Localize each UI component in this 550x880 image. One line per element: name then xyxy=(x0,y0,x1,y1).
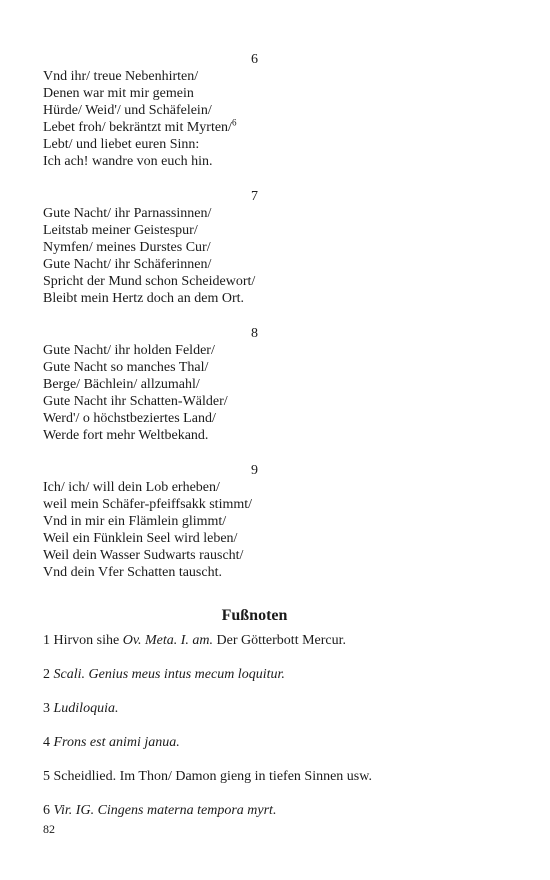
verse-text: Gute Nacht so manches Thal/ xyxy=(43,360,209,375)
footnotes-heading: Fußnoten xyxy=(221,607,288,624)
footnote-text: 3 xyxy=(43,701,54,716)
stanza xyxy=(43,188,473,307)
footnote-text: 5 Scheidlied. Im Thon/ Damon gieng in tiefen Sinnen usw. xyxy=(43,769,372,784)
verse-line xyxy=(43,68,473,85)
footnote-text: Der Götterbott Mercur. xyxy=(213,633,347,648)
verse-line xyxy=(43,410,473,427)
verse-line xyxy=(43,342,473,359)
verse-text: Weil dein Wasser Sudwarts rauscht/ xyxy=(43,548,244,563)
verse-line xyxy=(43,256,473,273)
stanza-number: 9 xyxy=(251,463,258,478)
verse-line xyxy=(43,153,473,170)
footnote-citation: Scali. Genius meus intus mecum loquitur. xyxy=(53,667,285,682)
verse-line xyxy=(43,359,473,376)
stanza xyxy=(43,51,473,170)
verse-line xyxy=(43,564,473,581)
footnote xyxy=(43,700,473,717)
footnote-citation: Ov. Meta. I. am. xyxy=(122,633,214,648)
verse-text: Berge/ Bächlein/ allzumahl/ xyxy=(43,377,200,392)
verse-text: Spricht der Mund schon Scheidewort/ xyxy=(43,274,256,289)
verse-line xyxy=(43,376,473,393)
verse-line xyxy=(43,496,473,513)
verse-text: Denen war mit mir gemein xyxy=(43,86,194,101)
verse-text: Ich ach! wandre von euch hin. xyxy=(43,154,213,169)
footnote-text: 2 xyxy=(43,667,54,682)
footnote xyxy=(43,734,473,751)
verse-line xyxy=(43,136,473,153)
verse-line xyxy=(43,513,473,530)
verse-text: Bleibt mein Hertz doch an dem Ort. xyxy=(43,291,244,306)
page-content xyxy=(43,51,473,819)
footnote xyxy=(43,768,473,785)
verse-line xyxy=(43,222,473,239)
stanza-number: 8 xyxy=(251,326,258,341)
poem xyxy=(43,51,473,581)
verse-text: Leitstab meiner Geistespur/ xyxy=(43,223,198,238)
verse-text: Gute Nacht/ ihr Schäferinnen/ xyxy=(43,257,212,272)
verse-text: weil mein Schäfer-pfeiffsakk stimmt/ xyxy=(43,497,253,512)
verse-text: Lebet froh/ bekräntzt mit Myrten/ xyxy=(43,120,232,135)
footnote xyxy=(43,666,473,683)
verse-text: Hürde/ Weid'/ und Schäfelein/ xyxy=(43,103,212,118)
verse-line xyxy=(43,239,473,256)
verse-line xyxy=(43,273,473,290)
verse-text: Gute Nacht/ ihr Parnassinnen/ xyxy=(43,206,212,221)
footnote xyxy=(43,802,473,819)
verse-line xyxy=(43,547,473,564)
verse-text: Weil ein Fünklein Seel wird leben/ xyxy=(43,531,238,546)
footnote-citation: Ludiloquia. xyxy=(53,701,119,716)
verse-text: Gute Nacht/ ihr holden Felder/ xyxy=(43,343,215,358)
verse-text: Lebt/ und liebet euren Sinn: xyxy=(43,137,200,152)
verse-text: Ich/ ich/ will dein Lob erheben/ xyxy=(43,480,220,495)
stanza xyxy=(43,325,473,444)
verse-line xyxy=(43,530,473,547)
footnote xyxy=(43,632,473,649)
stanza xyxy=(43,462,473,581)
verse-line xyxy=(43,290,473,307)
verse-text: Vnd dein Vfer Schatten tauscht. xyxy=(43,565,222,580)
stanza-number: 7 xyxy=(251,189,258,204)
footnote-text: 4 xyxy=(43,735,54,750)
verse-line xyxy=(43,427,473,444)
footnote-citation: Frons est animi janua. xyxy=(53,735,180,750)
verse-text: Vnd in mir ein Flämlein glimmt/ xyxy=(43,514,227,529)
stanza-number: 6 xyxy=(251,52,258,67)
verse-line xyxy=(43,393,473,410)
verse-text: Gute Nacht ihr Schatten-Wälder/ xyxy=(43,394,228,409)
verse-line xyxy=(43,102,473,119)
verse-text: Vnd ihr/ treue Nebenhirten/ xyxy=(43,69,199,84)
footnote-text: 6 xyxy=(43,803,54,818)
verse-text: Nymfen/ meines Durstes Cur/ xyxy=(43,240,211,255)
verse-text: Werde fort mehr Weltbekand. xyxy=(43,428,209,443)
verse-line xyxy=(43,205,473,222)
footnote-text: 1 Hirvon sihe xyxy=(43,633,123,648)
verse-line xyxy=(43,119,473,136)
verse-text: Werd'/ o höchstbeziertes Land/ xyxy=(43,411,216,426)
page-number: 82 xyxy=(43,822,55,836)
verse-line xyxy=(43,85,473,102)
verse-line xyxy=(43,479,473,496)
footnotes-list xyxy=(43,632,473,819)
footnote-marker[interactable]: 6 xyxy=(231,117,237,128)
footnote-citation: Vir. IG. Cingens materna tempora myrt. xyxy=(53,803,277,818)
